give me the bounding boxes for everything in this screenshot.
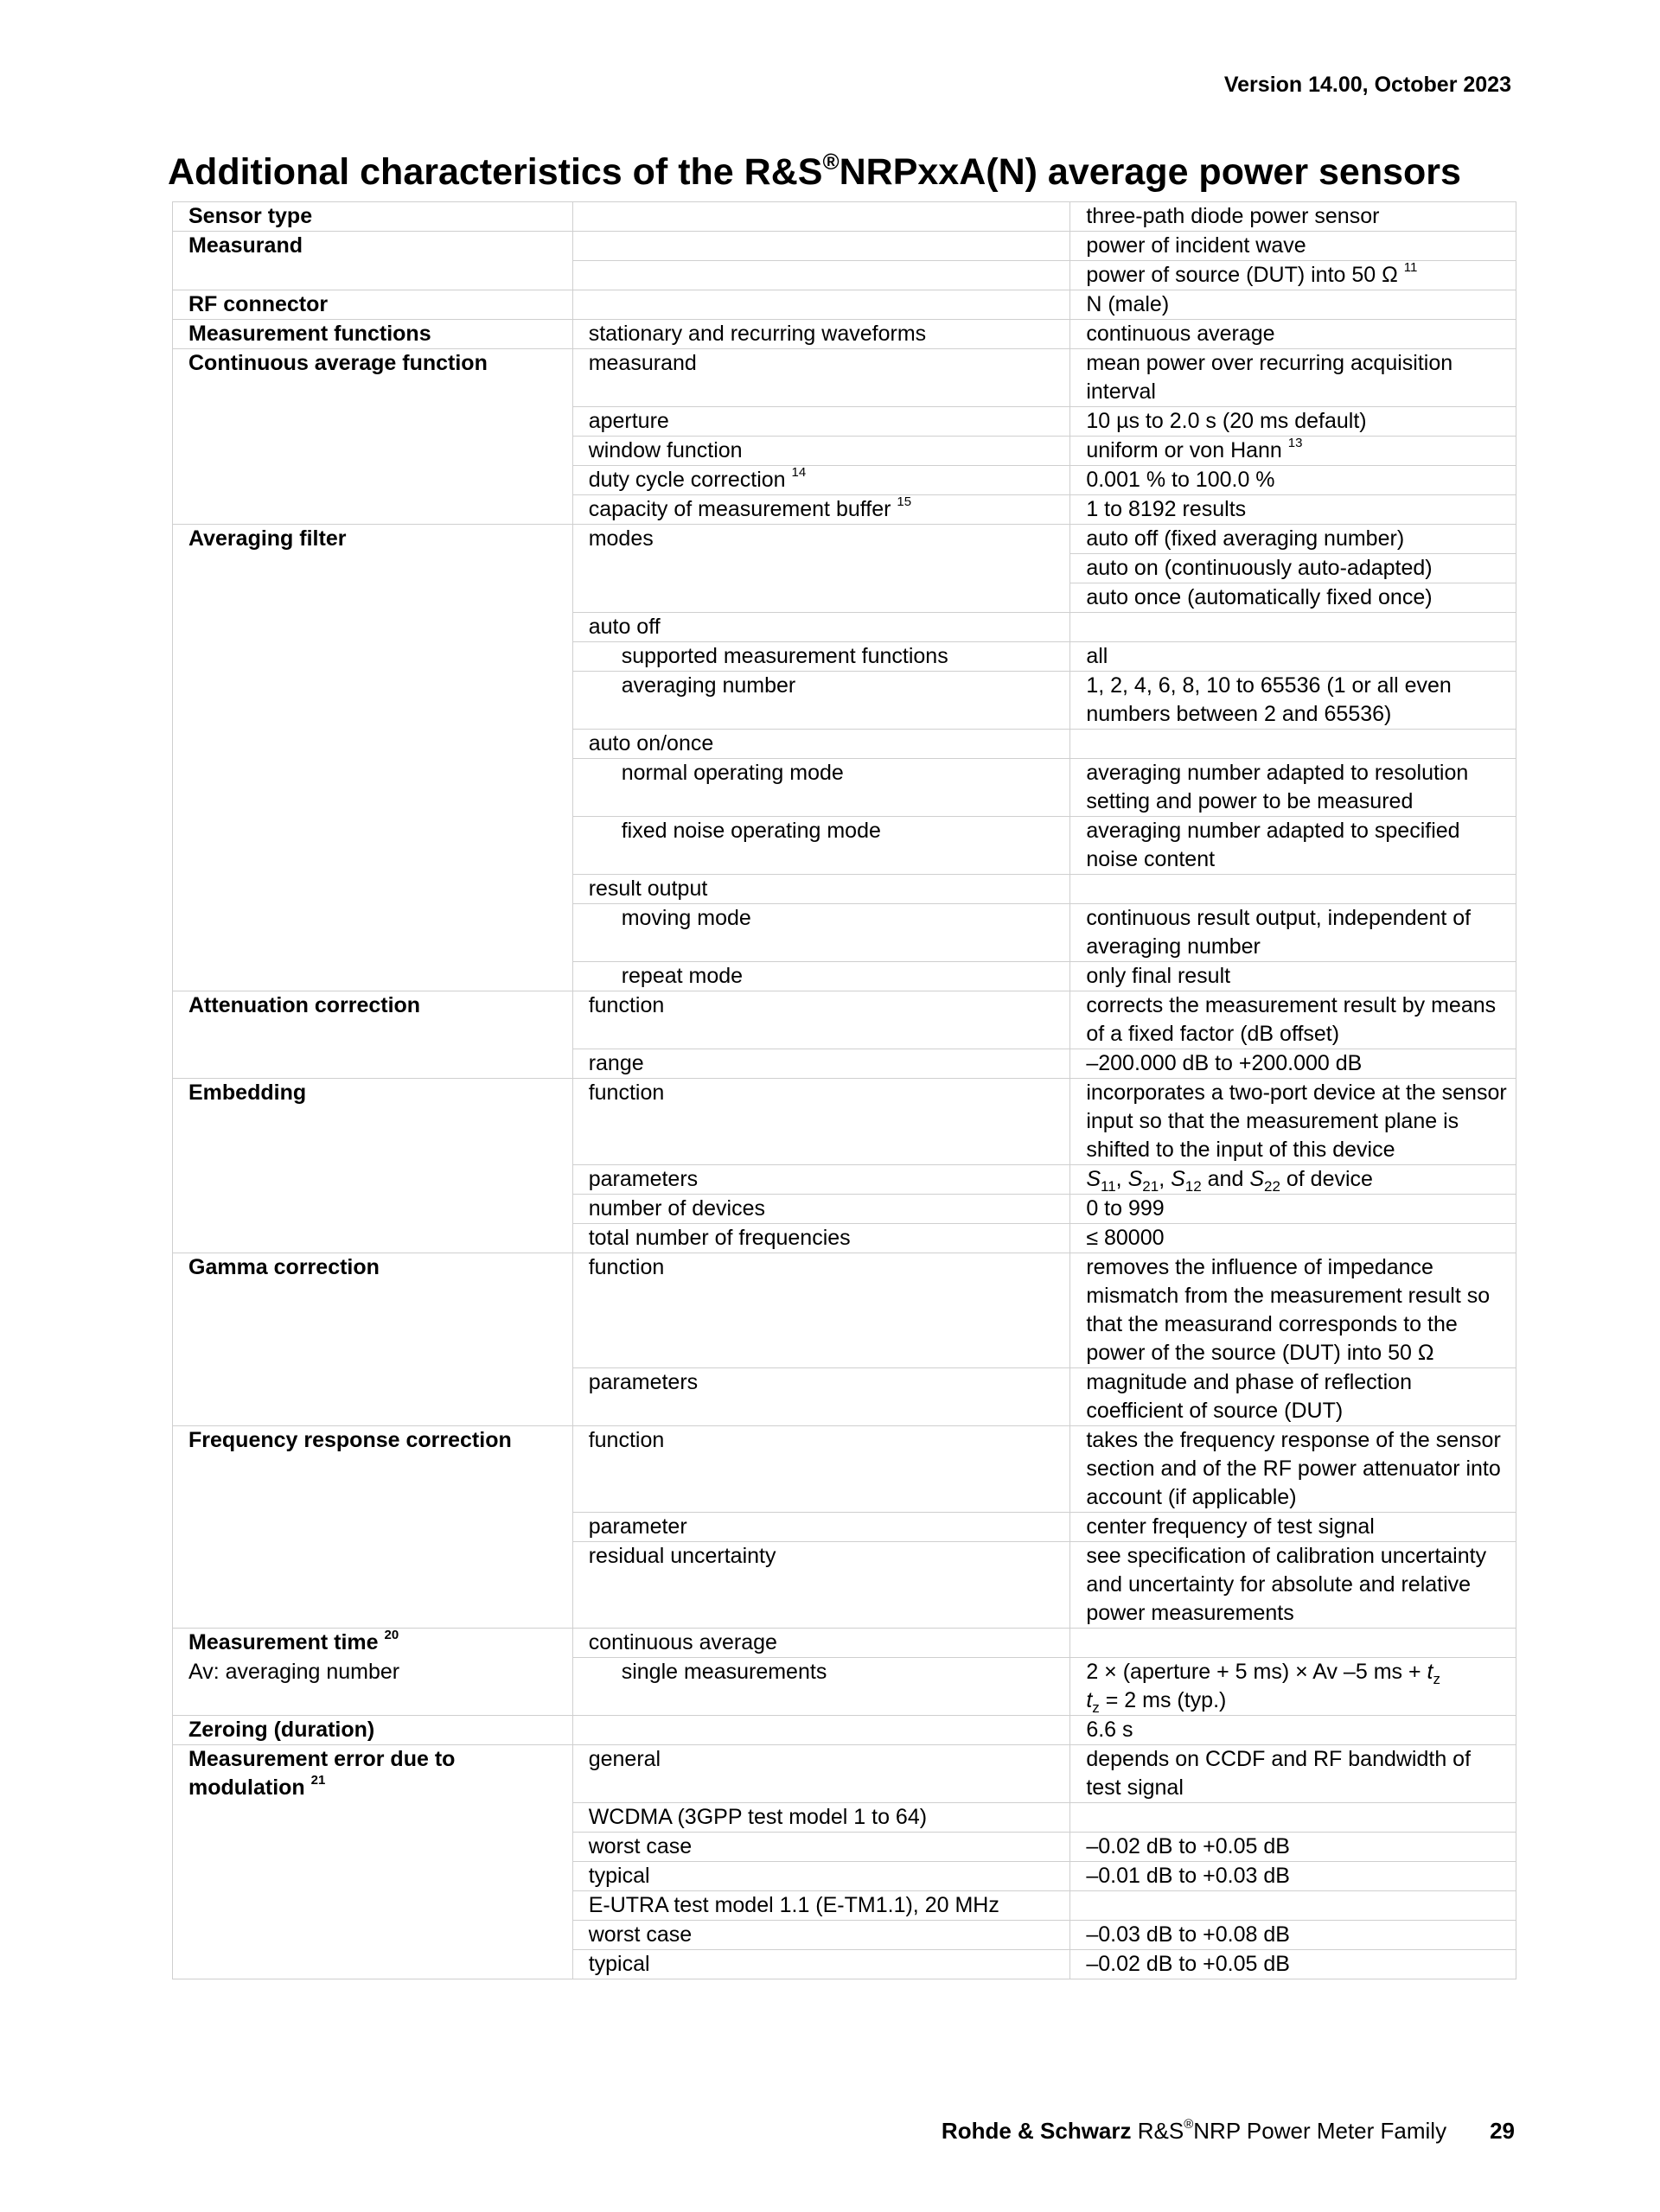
- category-cell: [173, 407, 573, 437]
- table-row: [173, 1716, 1516, 1745]
- value-cell: [1070, 261, 1516, 290]
- table-row: [173, 1542, 1516, 1629]
- category-cell: [173, 904, 573, 962]
- footnote-ref: 14: [791, 465, 807, 480]
- value-cell: $S_{11}$, $S_{21}$, $S_{12}$ and $S_{22}$ of device: [1070, 1165, 1516, 1195]
- category-cell: [173, 1745, 573, 1803]
- table-row: [173, 1658, 1516, 1716]
- category-cell: [173, 1629, 573, 1658]
- value-cell: –0.01 dB to +0.03 dB: [1070, 1862, 1516, 1891]
- value-cell: only final result: [1070, 962, 1516, 991]
- parameter-cell: typical: [572, 1950, 1070, 1979]
- value-cell: N (male): [1070, 290, 1516, 320]
- parameter-cell: auto on/once: [572, 730, 1070, 759]
- table-row: [173, 759, 1516, 817]
- value-text: of device: [1280, 1167, 1373, 1191]
- category-cell: [173, 875, 573, 904]
- category-label: Measurement time: [188, 1630, 379, 1654]
- footnote-ref: 11: [1403, 260, 1418, 275]
- value-cell: depends on CCDF and RF bandwidth of test signal: [1070, 1745, 1516, 1803]
- category-cell: [173, 495, 573, 525]
- registered-mark: ®: [1184, 2117, 1194, 2132]
- category-cell: Continuous average function: [173, 349, 573, 407]
- value-cell: [1070, 1658, 1516, 1716]
- table-row: [173, 1921, 1516, 1950]
- table-row: [173, 1513, 1516, 1542]
- category-cell: Measurand: [173, 232, 573, 261]
- parameter-cell: [572, 1716, 1070, 1745]
- category-cell: [173, 1165, 573, 1195]
- table-row: [173, 962, 1516, 991]
- formula-text: 2 × (aperture + 5 ms) × Av –5 ms +: [1086, 1660, 1427, 1684]
- title-text-end: NRPxxA(N) average power sensors: [839, 151, 1461, 193]
- value-cell: all: [1070, 642, 1516, 672]
- value-text: power of source (DUT) into 50 Ω: [1086, 263, 1398, 287]
- parameter-cell: residual uncertainty: [572, 1542, 1070, 1629]
- value-cell: see specification of calibration uncertainty and uncertainty for absolute and relative power measurements: [1070, 1542, 1516, 1629]
- parameter-cell: [572, 232, 1070, 261]
- s-parameter-index: 21: [1142, 1178, 1159, 1195]
- table-row: [173, 642, 1516, 672]
- value-cell: three-path diode power sensor: [1070, 202, 1516, 232]
- table-row: [173, 1803, 1516, 1833]
- parameter-cell: [572, 290, 1070, 320]
- conjunction-text: and: [1201, 1167, 1250, 1191]
- parameter-cell: repeat mode: [572, 962, 1070, 991]
- category-cell: [173, 261, 573, 290]
- table-row: [173, 1224, 1516, 1253]
- param-text: capacity of measurement buffer: [588, 497, 891, 521]
- parameter-cell: function: [572, 991, 1070, 1049]
- category-cell: Frequency response correction: [173, 1426, 573, 1513]
- page-title: [168, 149, 1461, 194]
- table-row: [173, 583, 1516, 613]
- table-row: [173, 1049, 1516, 1079]
- parameter-cell: total number of frequencies: [572, 1224, 1070, 1253]
- table-row: [173, 466, 1516, 495]
- s-parameter-symbol: S: [1249, 1167, 1264, 1191]
- value-cell: takes the frequency response of the sensor section and of the RF power attenuator into account (if applicable): [1070, 1426, 1516, 1513]
- category-cell: [173, 962, 573, 991]
- parameter-cell: window function: [572, 437, 1070, 466]
- category-cell: [173, 437, 573, 466]
- category-cell: [173, 613, 573, 642]
- category-cell: [173, 1833, 573, 1862]
- category-cell: Measurement functions: [173, 320, 573, 349]
- value-cell: removes the influence of impedance mismatch from the measurement result so that the measurand corresponds to the power of the source (DUT) into 50 Ω: [1070, 1253, 1516, 1368]
- footer-company: Rohde & Schwarz: [941, 2118, 1132, 2144]
- s-parameter-index: 12: [1184, 1178, 1202, 1195]
- value-cell: 6.6 s: [1070, 1716, 1516, 1745]
- value-cell: corrects the measurement result by means of a fixed factor (dB offset): [1070, 991, 1516, 1049]
- parameter-cell: parameters: [572, 1165, 1070, 1195]
- parameter-cell: averaging number: [572, 672, 1070, 730]
- parameter-cell: fixed noise operating mode: [572, 817, 1070, 875]
- table-row: [173, 1368, 1516, 1426]
- category-cell: [173, 1891, 573, 1921]
- table-row: [173, 1629, 1516, 1658]
- parameter-cell: auto off: [572, 613, 1070, 642]
- parameter-cell: function: [572, 1253, 1070, 1368]
- table-row: [173, 554, 1516, 583]
- category-cell: Sensor type: [173, 202, 573, 232]
- parameter-cell: result output: [572, 875, 1070, 904]
- table-row: [173, 1426, 1516, 1513]
- parameter-cell: [572, 583, 1070, 613]
- value-cell: auto on (continuously auto-adapted): [1070, 554, 1516, 583]
- table-row: [173, 613, 1516, 642]
- value-cell: 10 µs to 2.0 s (20 ms default): [1070, 407, 1516, 437]
- s-parameter-symbol: S: [1127, 1167, 1143, 1191]
- value-cell: 1 to 8192 results: [1070, 495, 1516, 525]
- value-cell: auto once (automatically fixed once): [1070, 583, 1516, 613]
- category-cell: [173, 672, 573, 730]
- table-row: [173, 1253, 1516, 1368]
- value-cell: –0.03 dB to +0.08 dB: [1070, 1921, 1516, 1950]
- table-row: [173, 437, 1516, 466]
- parameter-cell: function: [572, 1426, 1070, 1513]
- value-cell: ≤ 80000: [1070, 1224, 1516, 1253]
- table-row: [173, 1862, 1516, 1891]
- s-parameter-index: 11: [1101, 1178, 1116, 1195]
- table-row: [173, 495, 1516, 525]
- table-row: [173, 525, 1516, 554]
- value-cell: power of incident wave: [1070, 232, 1516, 261]
- footer-product: NRP Power Meter Family: [1193, 2118, 1447, 2144]
- category-cell: Gamma correction: [173, 1253, 573, 1368]
- parameter-cell: parameters: [572, 1368, 1070, 1426]
- footnote-ref: 15: [897, 494, 912, 509]
- parameter-cell: aperture: [572, 407, 1070, 437]
- parameter-cell: E-UTRA test model 1.1 (E-TM1.1), 20 MHz: [572, 1891, 1070, 1921]
- s-parameter-symbol: S: [1171, 1167, 1185, 1191]
- value-cell: 0.001 % to 100.0 %: [1070, 466, 1516, 495]
- value-cell: continuous result output, independent of averaging number: [1070, 904, 1516, 962]
- page-footer: [942, 2118, 1515, 2145]
- footnote-ref: 20: [384, 1628, 399, 1642]
- value-cell: 0 to 999: [1070, 1195, 1516, 1224]
- value-cell: –200.000 dB to +200.000 dB: [1070, 1049, 1516, 1079]
- category-cell: [173, 1862, 573, 1891]
- parameter-cell: typical: [572, 1862, 1070, 1891]
- parameter-cell: number of devices: [572, 1195, 1070, 1224]
- table-row: [173, 232, 1516, 261]
- category-label: Measurement error due to modulation: [188, 1747, 456, 1800]
- value-cell: incorporates a two-port device at the sensor input so that the measurement plane is shifted to the input of this device: [1070, 1079, 1516, 1165]
- parameter-cell: worst case: [572, 1833, 1070, 1862]
- value-cell: center frequency of test signal: [1070, 1513, 1516, 1542]
- tz-symbol: t: [1427, 1660, 1433, 1684]
- table-row: [173, 1165, 1516, 1195]
- category-cell: Averaging filter: [173, 525, 573, 554]
- table-row: [173, 261, 1516, 290]
- parameter-cell: worst case: [572, 1921, 1070, 1950]
- category-cell: [173, 642, 573, 672]
- value-cell: averaging number adapted to resolution setting and power to be measured: [1070, 759, 1516, 817]
- category-cell: [173, 1049, 573, 1079]
- tz-symbol: t: [1086, 1688, 1093, 1712]
- value-text: uniform or von Hann: [1086, 438, 1282, 462]
- category-cell: [173, 1224, 573, 1253]
- value-cell: mean power over recurring acquisition interval: [1070, 349, 1516, 407]
- parameter-cell: measurand: [572, 349, 1070, 407]
- parameter-cell: WCDMA (3GPP test model 1 to 64): [572, 1803, 1070, 1833]
- parameter-cell: single measurements: [572, 1658, 1070, 1716]
- category-cell: [173, 554, 573, 583]
- value-cell: –0.02 dB to +0.05 dB: [1070, 1833, 1516, 1862]
- category-cell: Embedding: [173, 1079, 573, 1165]
- table-row: [173, 1891, 1516, 1921]
- tz-index: z: [1433, 1671, 1440, 1687]
- footer-product-prefix: R&S: [1131, 2118, 1184, 2144]
- category-cell: RF connector: [173, 290, 573, 320]
- parameter-cell: [572, 554, 1070, 583]
- parameter-cell: [572, 466, 1070, 495]
- parameter-cell: modes: [572, 525, 1070, 554]
- value-cell: magnitude and phase of reflection coefficient of source (DUT): [1070, 1368, 1516, 1426]
- parameter-cell: normal operating mode: [572, 759, 1070, 817]
- table-row: [173, 1195, 1516, 1224]
- table-row: [173, 290, 1516, 320]
- category-cell: [173, 466, 573, 495]
- table-row: [173, 1833, 1516, 1862]
- value-cell: 1, 2, 4, 6, 8, 10 to 65536 (1 or all even numbers between 2 and 65536): [1070, 672, 1516, 730]
- table-row: [173, 672, 1516, 730]
- table-row: [173, 817, 1516, 875]
- table-row: [173, 320, 1516, 349]
- value-cell: –0.02 dB to +0.05 dB: [1070, 1950, 1516, 1979]
- parameter-cell: stationary and recurring waveforms: [572, 320, 1070, 349]
- table-row: [173, 904, 1516, 962]
- value-cell: [1070, 1803, 1516, 1833]
- formula-text: = 2 ms (typ.): [1099, 1688, 1227, 1712]
- category-cell: [173, 1658, 573, 1716]
- parameter-cell: general: [572, 1745, 1070, 1803]
- table-row: [173, 1745, 1516, 1803]
- table-row: [173, 875, 1516, 904]
- category-cell: [173, 1950, 573, 1979]
- category-cell: Attenuation correction: [173, 991, 573, 1049]
- s-parameter-index: 22: [1264, 1178, 1280, 1195]
- parameter-cell: function: [572, 1079, 1070, 1165]
- parameter-cell: continuous average: [572, 1629, 1070, 1658]
- value-cell: continuous average: [1070, 320, 1516, 349]
- category-cell: [173, 583, 573, 613]
- category-sublabel: Av: averaging number: [188, 1659, 400, 1684]
- specifications-table: [172, 201, 1516, 1979]
- parameter-cell: [572, 202, 1070, 232]
- table-row: [173, 202, 1516, 232]
- value-cell: [1070, 613, 1516, 642]
- parameter-cell: moving mode: [572, 904, 1070, 962]
- table-row: [173, 349, 1516, 407]
- value-cell: [1070, 1629, 1516, 1658]
- parameter-cell: parameter: [572, 1513, 1070, 1542]
- parameter-cell: [572, 495, 1070, 525]
- table-row: [173, 991, 1516, 1049]
- value-cell: [1070, 875, 1516, 904]
- category-cell: Zeroing (duration): [173, 1716, 573, 1745]
- category-cell: [173, 1368, 573, 1426]
- category-cell: [173, 1542, 573, 1629]
- table-row: [173, 407, 1516, 437]
- value-cell: [1070, 1891, 1516, 1921]
- footnote-ref: 21: [310, 1773, 326, 1788]
- param-text: duty cycle correction: [588, 468, 786, 492]
- registered-mark: ®: [822, 149, 840, 175]
- document-version: Version 14.00, October 2023: [1223, 73, 1511, 97]
- table-row: [173, 730, 1516, 759]
- page-number: 29: [1490, 2118, 1515, 2144]
- title-text-start: Additional characteristics of the R&S: [168, 151, 823, 193]
- value-cell: auto off (fixed averaging number): [1070, 525, 1516, 554]
- category-cell: [173, 1513, 573, 1542]
- category-cell: [173, 759, 573, 817]
- parameter-cell: [572, 261, 1070, 290]
- table-row: [173, 1950, 1516, 1979]
- s-parameter-symbol: S: [1086, 1167, 1101, 1191]
- value-cell: [1070, 437, 1516, 466]
- value-cell: averaging number adapted to specified noise content: [1070, 817, 1516, 875]
- category-cell: [173, 1803, 573, 1833]
- category-cell: [173, 817, 573, 875]
- table-row: [173, 1079, 1516, 1165]
- value-cell: [1070, 730, 1516, 759]
- parameter-cell: range: [572, 1049, 1070, 1079]
- tz-index: z: [1092, 1699, 1100, 1716]
- category-cell: [173, 1195, 573, 1224]
- category-cell: [173, 730, 573, 759]
- footnote-ref: 13: [1287, 436, 1303, 450]
- category-cell: [173, 1921, 573, 1950]
- parameter-cell: supported measurement functions: [572, 642, 1070, 672]
